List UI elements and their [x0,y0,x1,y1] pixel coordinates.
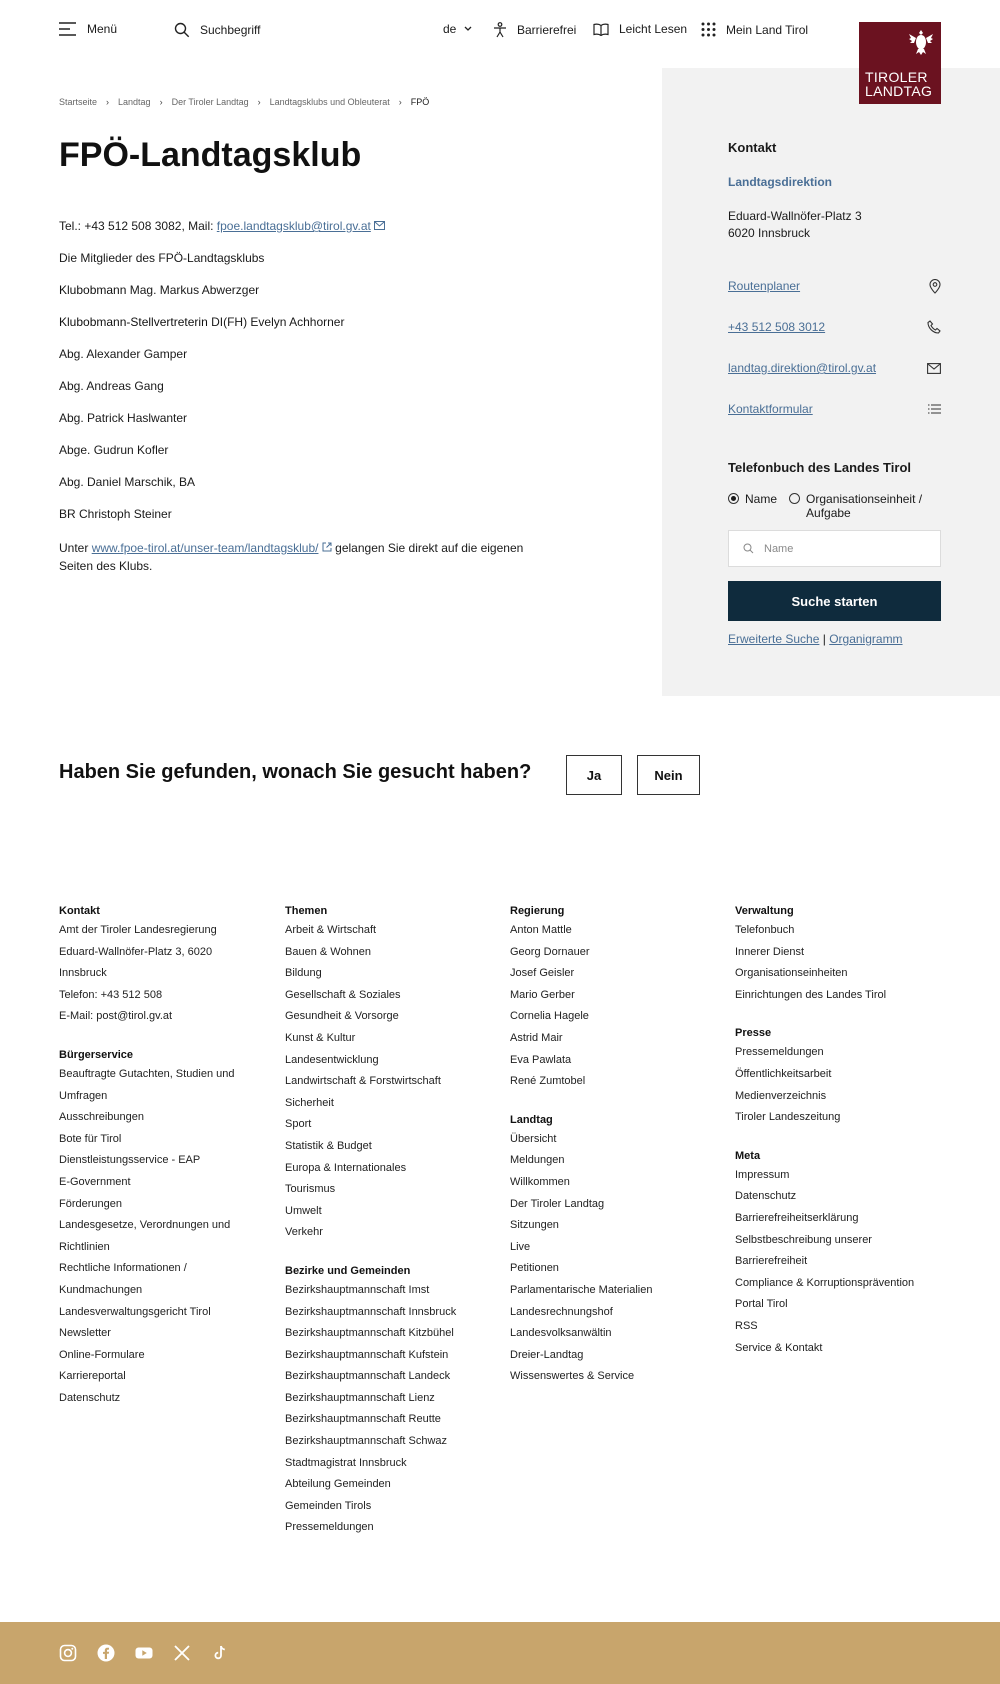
facebook-icon[interactable] [97,1644,115,1662]
footer-link[interactable]: Bezirkshauptmannschaft Kufstein [285,1348,449,1361]
footer-link[interactable]: Anton Mattle [510,924,572,936]
chevron-right-icon: › [159,97,163,107]
radio-name-label: Name [745,492,778,506]
footer-link[interactable]: Pressemeldungen [285,1521,374,1534]
member-row: Abg. Andreas Gang [59,379,164,393]
phone-row[interactable] [728,317,941,337]
youtube-icon[interactable] [135,1644,153,1662]
map-pin-icon [929,279,941,294]
breadcrumb-landtag[interactable]: Landtag [118,97,151,107]
member-row [59,315,344,329]
page-title: FPÖ-Landtagsklub [59,136,362,174]
footer-link[interactable]: Cornelia Hagele [510,1010,589,1023]
footer-link[interactable]: Meldungen [510,1154,565,1167]
footer-link[interactable]: Bezirkshauptmannschaft Kitzbühel [285,1327,454,1340]
footer-link[interactable]: Service & Kontakt [735,1341,823,1354]
menu-button[interactable] [59,22,117,36]
hamburger-icon [59,22,77,36]
footer-link[interactable]: Eva Pawlata [510,1053,572,1066]
footer-link[interactable]: Tiroler Landeszeitung [735,1111,841,1124]
footer-section [735,1147,935,1359]
footer-link[interactable]: Medienverzeichnis [735,1089,827,1102]
footer-section [510,902,710,1093]
footer-link[interactable]: Mario Gerber [510,988,575,1001]
outro-prefix: Unter [59,541,89,555]
footer-link[interactable]: Online-Formulare [59,1348,145,1361]
footer-column [735,902,935,1377]
feedback-yes-button[interactable]: Ja [566,755,622,795]
footer-link[interactable]: Compliance & Korruptionsprävention [735,1276,915,1289]
route-planner-row[interactable] [728,276,941,296]
search-start-button[interactable]: Suche starten [728,581,941,621]
search-type-radios [728,492,931,520]
eagle-icon [908,28,934,56]
footer-link[interactable]: Europa & Internationales [285,1161,407,1174]
footer-link[interactable]: Karriereportal [59,1370,126,1383]
footer-link[interactable]: Bildung [285,967,322,980]
contact-prefix: Tel.: +43 512 508 3082, Mail: [59,219,214,233]
logo-text-line1: TIROLER [865,69,928,85]
footer-link[interactable]: Tourismus [285,1183,336,1196]
footer-link[interactable]: Landesvolksanwältin [510,1327,612,1340]
chevron-right-icon: › [257,97,261,107]
footer-link[interactable]: Willkommen [510,1175,570,1188]
phone-icon [927,320,941,334]
feedback-question: Haben Sie gefunden, wonach Sie gesucht haben? [59,761,532,783]
footer-heading: Regierung [510,905,565,917]
footer-link[interactable]: Josef Geisler [510,967,575,980]
footer-section [285,902,485,1244]
footer-link[interactable]: Portal Tirol [735,1298,788,1311]
instagram-icon[interactable] [59,1644,77,1662]
footer-heading: Verwaltung [735,905,794,917]
accessibility-label: Barrierefrei [517,23,577,37]
contact-title: Kontakt [728,140,777,155]
members-heading: Die Mitglieder des FPÖ-Landtagsklubs [59,251,265,265]
footer-link[interactable]: Dreier-Landtag [510,1348,584,1361]
footer-link[interactable]: René Zumtobel [510,1075,586,1088]
footer-link[interactable]: Bauen & Wohnen [285,945,372,958]
tiroler-landtag-logo[interactable] [859,22,941,104]
footer-link[interactable]: Verkehr [285,1226,323,1239]
site-header [0,0,1000,68]
footer-link[interactable]: Newsletter [59,1327,111,1340]
footer-link[interactable]: Übersicht [510,1132,557,1145]
external-link-icon [322,542,332,552]
footer-link[interactable]: Datenschutz [735,1190,797,1203]
footer-link[interactable]: Impressum [735,1168,790,1181]
tiktok-icon[interactable] [211,1644,229,1662]
footer-section [735,1024,935,1128]
footer-link[interactable]: Ausschreibungen [59,1111,145,1124]
footer-link[interactable]: Gesundheit & Vorsorge [285,1010,399,1023]
breadcrumb [59,97,429,107]
radio-org[interactable] [789,492,931,520]
footer-link[interactable]: Bezirkshauptmannschaft Imst [285,1283,430,1296]
footer-link[interactable]: Landwirtschaft & Forstwirtschaft [285,1075,441,1088]
email-row[interactable] [728,358,941,378]
footer-link[interactable]: Rechtliche Informationen / [59,1262,187,1275]
footer-link[interactable]: Astrid Mair [510,1031,563,1044]
footer-link[interactable]: Bezirkshauptmannschaft Lienz [285,1391,435,1404]
footer-link[interactable]: Kundmachungen [59,1283,143,1296]
footer-link[interactable]: Gesellschaft & Soziales [285,988,401,1001]
breadcrumb-current: FPÖ [410,97,430,107]
fpoe-website-link[interactable]: www.fpoe-tirol.at/unser-team/landtagsklub/ [91,541,319,555]
grid-icon [701,22,716,37]
breadcrumb-tiroler-landtag[interactable]: Der Tiroler Landtag [171,97,249,107]
footer-link[interactable]: Datenschutz [59,1391,121,1404]
list-icon [928,404,941,414]
footer-heading: Kontakt [59,905,100,917]
footer-column [285,902,485,1557]
org-name: Landtagsdirektion [728,175,833,189]
footer-link[interactable]: Petitionen [510,1262,559,1275]
outro-paragraph [59,539,559,575]
footer-heading: Themen [285,905,328,917]
email-link[interactable]: landtag.direktion@tirol.gv.at [728,361,877,375]
footer-link[interactable]: Landesentwicklung [285,1053,379,1066]
footer-link[interactable]: Innerer Dienst [735,945,805,958]
my-land-link[interactable] [701,22,808,37]
organigram-link[interactable]: Organigramm [829,632,903,646]
footer-link[interactable]: Barrierefreiheit [735,1255,808,1268]
footer-link[interactable]: Statistik & Budget [285,1139,372,1152]
social-bar [0,1622,1000,1684]
footer-link[interactable]: Beauftragte Gutachten, Studien und [59,1067,235,1080]
language-label: de [443,22,457,36]
member-name: Mag. Markus Abwerzger [129,283,260,297]
mail-icon [927,363,941,374]
member-row: Abg. Patrick Haslwanter [59,411,188,425]
feedback-no-button[interactable]: Nein [637,755,700,795]
footer-link[interactable]: Umfragen [59,1089,108,1102]
footer-link[interactable]: Wissenswertes & Service [510,1370,635,1383]
phonebook-extra-links [728,632,903,646]
x-icon[interactable] [173,1644,191,1662]
footer-link[interactable]: Telefon: +43 512 508 [59,988,163,1001]
footer-column [510,902,710,1406]
search-placeholder: Suchbegriff [200,23,261,37]
footer-link[interactable]: Sport [285,1118,312,1131]
footer-link[interactable]: Richtlinien [59,1240,110,1253]
footer-link[interactable]: Landesverwaltungsgericht Tirol [59,1305,211,1318]
footer-link[interactable]: Sitzungen [510,1219,559,1232]
footer-link[interactable]: Bezirkshauptmannschaft Reutte [285,1413,441,1426]
footer-link[interactable]: Arbeit & Wirtschaft [285,924,377,936]
member-row: Abg. Daniel Marschik, BA [59,475,196,489]
member-row: Abge. Gudrun Kofler [59,443,169,457]
outro-suffix: gelangen Sie direkt auf die eigenen Seiten des Klubs. [59,541,524,573]
footer-link[interactable]: Förderungen [59,1197,122,1210]
footer-link[interactable]: Öffentlichkeitsarbeit [735,1067,832,1080]
easy-read-label: Leicht Lesen [619,22,688,36]
footer-link[interactable]: Stadtmagistrat Innsbruck [285,1456,407,1469]
footer-section [59,902,259,1028]
book-icon [593,23,609,36]
route-planner-link[interactable]: Routenplaner [728,279,801,293]
member-role: Klubobmann-Stellvertreterin [59,315,208,329]
footer-link[interactable]: Amt der Tiroler Landesregierung [59,924,217,936]
footer-link[interactable]: Telefonbuch [735,924,795,936]
footer-link[interactable]: Organisationseinheiten [735,967,848,980]
contact-sidebar [662,68,1000,696]
member-role: Klubobmann [59,283,127,297]
phonebook-name-input[interactable] [728,530,941,567]
logo-text-line2: LANDTAG [865,83,933,99]
footer-heading: Presse [735,1027,772,1040]
phonebook-name-placeholder: Name [764,542,794,555]
advanced-search-link[interactable]: Erweiterte Suche [728,632,820,646]
radio-org-dot[interactable] [789,493,800,504]
search-icon [743,543,754,554]
footer-link[interactable]: Bote für Tirol [59,1132,122,1145]
footer-link[interactable]: Georg Dornauer [510,945,590,958]
address-line2: 6020 Innsbruck [728,226,811,240]
mail-icon [374,221,385,230]
footer-link[interactable]: Sicherheit [285,1096,334,1109]
radio-name-dot[interactable] [728,493,739,504]
footer-link[interactable]: Selbstbeschreibung unserer [735,1233,872,1246]
footer-link[interactable]: Innsbruck [59,967,107,980]
footer-link[interactable]: RSS [735,1319,758,1332]
footer-link[interactable]: Kunst & Kultur [285,1031,356,1044]
footer-heading: Bezirke und Gemeinden [285,1264,411,1277]
breadcrumb-landtagsklubs[interactable]: Landtagsklubs und Obleuterat [269,97,390,107]
footer-link[interactable]: Barrierefreiheitserklärung [735,1211,859,1224]
footer-link[interactable]: Umwelt [285,1204,322,1217]
footer-link[interactable]: Einrichtungen des Landes Tirol [735,988,887,1001]
footer-link[interactable]: Eduard-Wallnöfer-Platz 3, 6020 [59,945,213,958]
phone-link[interactable]: +43 512 508 3012 [728,320,826,334]
phonebook-title: Telefonbuch des Landes Tirol [728,460,911,475]
footer-link[interactable]: Landesgesetze, Verordnungen und [59,1219,231,1232]
footer-link[interactable]: E-Mail: post@tirol.gv.at [59,1010,173,1023]
footer-heading: Meta [735,1149,761,1162]
footer-section [59,1046,259,1410]
footer-section [735,902,935,1006]
footer-link[interactable]: Parlamentarische Materialien [510,1283,653,1296]
member-row: BR Christoph Steiner [59,507,172,521]
radio-org-label: Organisationseinheit / Aufgabe [806,492,923,520]
footer-link[interactable]: Landesrechnungshof [510,1305,613,1318]
footer-link[interactable]: Abteilung Gemeinden [285,1478,391,1491]
chevron-right-icon: › [106,97,110,107]
footer-column [59,902,259,1427]
search-icon [174,22,190,38]
footer-heading: Bürgerservice [59,1048,133,1061]
breadcrumb-home[interactable]: Startseite [59,97,98,107]
footer-link[interactable]: Pressemeldungen [735,1046,824,1059]
member-row [59,283,259,297]
footer-heading: Landtag [510,1113,553,1126]
address-line1: Eduard-Wallnöfer-Platz 3 [728,209,862,223]
accessibility-link[interactable] [493,22,576,38]
footer-link[interactable]: Bezirkshauptmannschaft Schwaz [285,1435,448,1448]
footer-link[interactable]: E-Government [59,1175,131,1188]
member-row: Abg. Alexander Gamper [59,347,188,361]
search-input[interactable] [174,22,261,38]
member-name: DI(FH) Evelyn Achhorner [211,315,345,329]
chevron-down-icon [464,26,472,32]
club-email-link[interactable]: fpoe.landtagsklub@tirol.gv.at [216,219,371,233]
contact-form-row[interactable] [728,399,941,419]
menu-label: Menü [87,22,118,36]
footer-link[interactable]: Der Tiroler Landtag [510,1197,605,1210]
footer-link[interactable]: Live [510,1240,531,1253]
chevron-right-icon: › [398,97,402,107]
language-select[interactable] [443,22,472,36]
footer-link[interactable]: Bezirkshauptmannschaft Landeck [285,1370,451,1383]
footer-link[interactable]: Bezirkshauptmannschaft Innsbruck [285,1305,457,1318]
footer-section [510,1111,710,1388]
link-separator: | [822,632,826,646]
footer-link[interactable]: Dienstleistungsservice - EAP [59,1154,201,1167]
radio-name[interactable] [728,492,777,520]
contact-form-link[interactable]: Kontaktformular [728,402,813,416]
contact-line [59,219,385,233]
footer-link[interactable]: Gemeinden Tirols [285,1499,372,1512]
accessibility-icon [493,22,507,38]
footer-section [285,1262,485,1539]
easy-read-link[interactable] [593,22,687,36]
my-land-label: Mein Land Tirol [726,22,809,37]
